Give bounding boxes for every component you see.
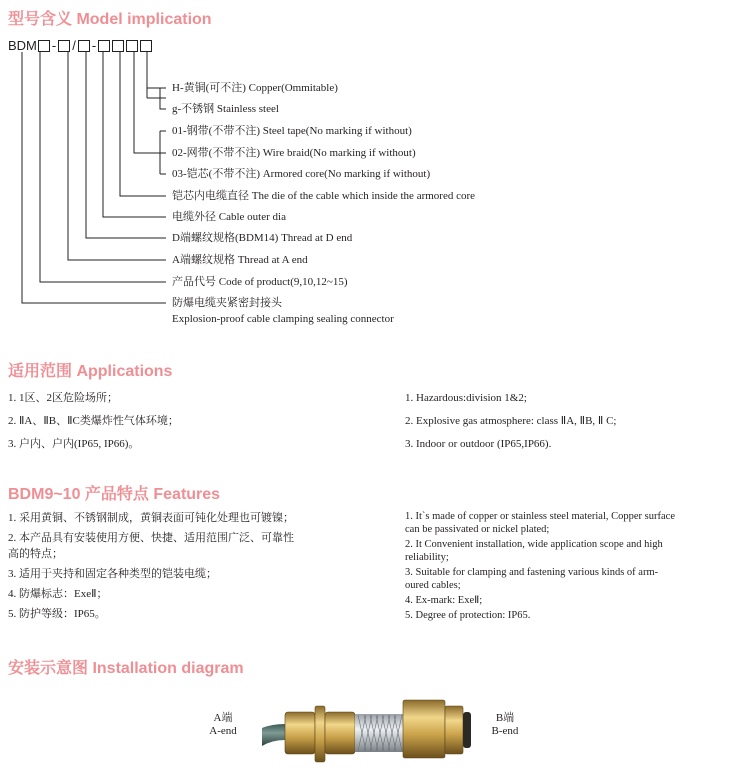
model-heading: 型号含义 Model implication (8, 11, 212, 28)
list-item: 4. Ex-mark: ExeⅡ; (405, 595, 483, 606)
list-item: 1. 采用黄铜、不锈钢制成，黄铜表面可钝化处理也可镀镍； (8, 512, 294, 524)
code-prefix: BDM (8, 38, 37, 53)
model-label-03: 03-铠芯(不带不注) Armored core(No marking if without) (172, 168, 431, 180)
a-end-flange (315, 706, 325, 762)
list-item: reliability; (405, 552, 449, 563)
list-item: 高的特点； (8, 548, 63, 560)
list-item: 3. Suitable for clamping and fastening various kinds of arm- (405, 567, 659, 578)
list-item: 5. 防护等级：IP65。 (8, 608, 106, 620)
code-separator: / (72, 38, 76, 53)
list-item: 2. Explosive gas atmosphere: class ⅡA, ⅡB, Ⅱ C; (405, 415, 617, 427)
features-en-list (405, 510, 727, 622)
a-end-nut (285, 712, 315, 754)
applications-en-list (405, 392, 725, 451)
connector-illustration (0, 688, 730, 768)
model-label-product-code: 产品代号 Code of product(9,10,12~15) (172, 276, 348, 288)
b-end-seal (463, 712, 471, 748)
b-end-en: B-end (491, 725, 519, 737)
list-item: 1. Hazardous:division 1&2; (405, 392, 527, 404)
model-label-d-thread: D端螺纹规格(BDM14) Thread at D end (172, 232, 353, 244)
list-item: 2. ⅡA、ⅡB、ⅡC类爆炸性气体环境； (8, 415, 179, 427)
applications-cn-list (8, 392, 388, 451)
model-label-product-cn: 防爆电缆夹紧密封接头 (172, 297, 282, 309)
list-item: 5. Degree of protection: IP65. (405, 610, 531, 621)
list-item: 4. 防爆标志：ExeⅡ； (8, 588, 108, 600)
b-end-cn: B端 (495, 712, 515, 724)
b-end-thread (445, 706, 463, 754)
list-item: 2. 本产品具有安装使用方便、快捷、适用范围广泛、可靠性 (8, 532, 294, 544)
model-label-product-en: Explosion-proof cable clamping sealing connector (172, 313, 394, 325)
a-end-cn: A端 (213, 712, 233, 724)
model-label-a-thread: A端螺纹规格 Thread at A end (172, 254, 308, 266)
list-item: 3. Indoor or outdoor (IP65,IP66). (405, 438, 552, 450)
model-bracket-lines (0, 0, 730, 330)
list-item: 2. It Convenient installation, wide application scope and high (405, 539, 663, 550)
installation-heading: 安装示意图 Installation diagram (8, 660, 244, 677)
features-cn-list (8, 512, 398, 621)
code-separator: - (91, 38, 97, 53)
list-item: 3. 适用于夹持和固定各种类型的铠装电缆； (8, 568, 217, 580)
model-label-01: 01-钢带(不带不注) Steel tape(No marking if without) (172, 125, 412, 137)
a-end-body (325, 712, 355, 754)
cable-a-end (262, 724, 285, 746)
list-item: 1. 1区、2区危险场所； (8, 392, 118, 404)
a-end-en: A-end (209, 725, 237, 737)
model-label-h: H-黄铜(可不注) Copper(Ommitable) (172, 82, 338, 94)
model-label-core-dia: 铠芯内电缆直径 The die of the cable which inside the armored core (172, 190, 476, 202)
model-label-02: 02-网带(不带不注) Wire braid(No marking if without) (172, 147, 416, 159)
list-item: can be passivated or nickel plated; (405, 524, 550, 535)
model-label-g: g-不锈钢 Stainless steel (172, 103, 279, 115)
list-item: 1. It`s made of copper or stainless steel material, Copper surface (405, 511, 675, 522)
applications-heading: 适用范围 Applications (8, 363, 173, 380)
model-label-outer-dia: 电缆外径 Cable outer dia (172, 211, 286, 223)
b-end-hex-body (403, 700, 445, 758)
code-separator: - (51, 38, 57, 53)
list-item: 3. 户内、户内(IP65, IP66)。 (8, 438, 140, 450)
list-item: oured cables; (405, 580, 461, 591)
features-heading: BDM9~10 产品特点 Features (8, 486, 221, 503)
